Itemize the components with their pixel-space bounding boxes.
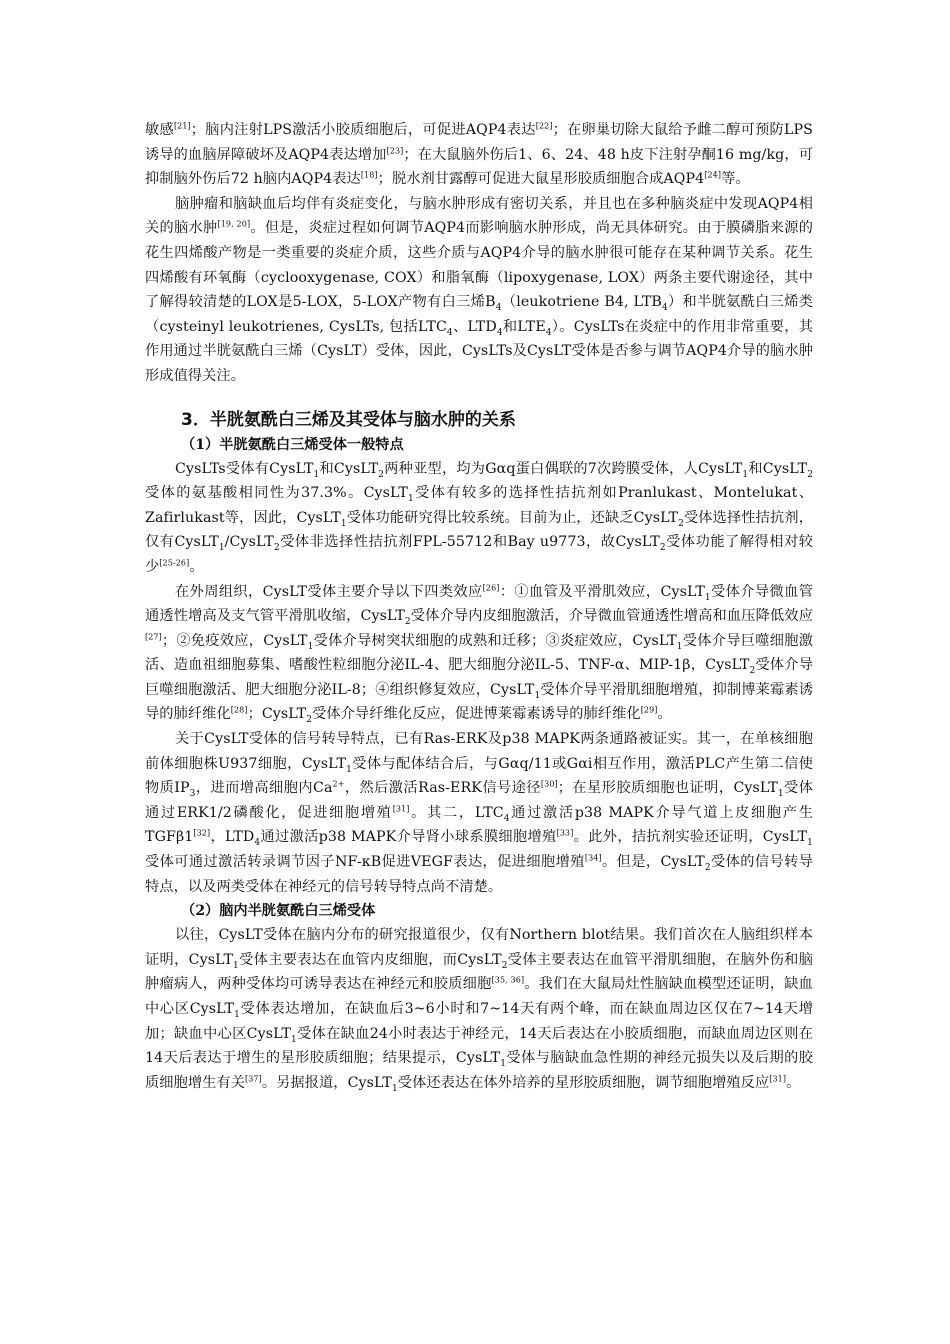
chemical-subscript: 1: [777, 789, 784, 800]
subsection-heading-2: （2）脑内半胱氨酰白三烯受体: [181, 903, 376, 920]
citation-superscript: [23]: [386, 145, 404, 155]
chemical-subscript: 2: [749, 666, 756, 677]
chemical-subscript: 1: [407, 493, 414, 504]
chemical-subscript: 1: [534, 690, 541, 701]
chemical-subscript: 2: [378, 469, 385, 480]
citation-superscript: [31]: [392, 804, 410, 814]
chemical-subscript: 3: [189, 789, 196, 800]
citation-superscript: [19, 20]: [217, 219, 251, 229]
chemical-subscript: 2: [306, 715, 313, 726]
citation-superscript: [24]: [704, 170, 722, 180]
document-page: [145, 118, 813, 1095]
chemical-subscript: 1: [234, 1009, 240, 1020]
paragraph-inflammation-edema: 脑肿瘤和脑缺血后均伴有炎症变化，与脑水肿形成有密切关系，并且也在多种脑炎症中发现AQP4相关的脑水肿[19, 20]。但是，炎症过程如何调节AQP4而影响脑水肿形成，尚无具体研究。由于膜磷脂来源的花生四烯酸产物是一类重要的炎症介质，这些介质与AQP4介导的脑水肿很可能存在某种调节关系。花生四烯酸有环氧酶（cyclooxygenase, COX）和脂氧酶（lipoxygenase, LOX）两条主要代谢途径，其中了解得较清楚的LOX是5-LOX，5-LOX产物有白三烯$B_4(leukotriene$ B4, $LTB_4$）和半胱氨酰白三烯类（cysteinyl leukotrienes, CysLTs, 包括$LTC_4$、$LTD_4$和$LTE_4$）。CysLTs在炎症中的作用非常重要，其作用通过半胱氨酰白三烯（CysLT）受体，因此，CysLTs及CysLT受体是否参与调节AQP4介导的脑水肿形成值得关注。: [145, 195, 813, 384]
citation-superscript: [18]: [360, 170, 378, 180]
chemical-subscript: 2: [807, 469, 814, 480]
citation-superscript: [30]: [540, 779, 558, 789]
citation-superscript: [32]: [193, 828, 211, 838]
citation-superscript: [22]: [535, 121, 553, 131]
chemical-subscript: 2: [273, 543, 280, 554]
citation-superscript: [28]: [230, 705, 248, 715]
chemical-subscript: 2: [704, 862, 711, 873]
citation-superscript: [33]: [556, 828, 574, 838]
chemical-subscript: 4: [496, 327, 503, 338]
chemical-subscript: 4: [545, 327, 552, 338]
subsection-heading-1: （1）半胱氨酰白三烯受体一般特点: [181, 436, 404, 453]
chemical-subscript: 1: [676, 641, 683, 652]
paragraph-receptor-subtypes: CysLTs受体有CysLT$_1$和CysLT$_2$两种亚型，均为Gαq蛋白偶联的7次跨膜受体，人CysLT$_1$和CysLT$_2$受体的氨基酸相同性为37.3%。CysLT$_1$受体有较多的选择性拮抗剂如Pranlukast、Montelukat、Zafirlukast等，因此，CysLT$_1$受体功能研究得比较系统。目前为止，还缺乏CysLT$_2$受体选择性拮抗剂，仅有CysLT$_1$/CysLT$_2$受体非选择性拮抗剂FPL-55712和Bay u9773，故CysLT$_2$受体功能了解得相对较少[25-26]。: [145, 460, 814, 575]
chemical-subscript: 1: [340, 518, 347, 529]
chemical-subscript: 1: [807, 838, 813, 849]
citation-superscript: [29]: [640, 705, 658, 715]
paragraph-peripheral-effects: 在外周组织，CysLT受体主要介导以下四类效应[26]：①血管及平滑肌效应，CysLT$_1$受体介导微血管通透性增高及支气管平滑肌收缩，CysLT$_2$受体介导内皮细胞激活，介导微血管通透性增高和血压降低效应[27]；②免疫效应，CysLT$_1$受体介导树突状细胞的成熟和迁移；③炎症效应，CysLT$_1$受体介导巨噬细胞激活、造血祖细胞募集、嗜酸性粒细胞分泌IL-4、肥大细胞分泌IL-5、TNF-α、MIP-1β，CysLT$_2$受体介导巨噬细胞激活、肥大细胞分泌IL-8；④组织修复效应，CysLT$_1$受体介导平滑肌细胞增殖，抑制博莱霉素诱导的肺纤维化[28]；CysLT$_2$受体介导纤维化反应，促进博莱霉素诱导的肺纤维化[29]。: [145, 582, 814, 726]
citation-superscript: [31]: [769, 1074, 787, 1084]
citation-superscript: [37]: [245, 1074, 262, 1084]
chemical-subscript: 1: [307, 641, 314, 652]
chemical-subscript: 2: [659, 543, 666, 554]
citation-superscript: [21]: [173, 121, 191, 131]
chemical-subscript: 1: [233, 960, 239, 971]
chemical-subscript: 2: [404, 616, 411, 627]
section-heading: 3．半胱氨酰白三烯及其受体与脑水肿的关系: [181, 409, 516, 430]
chemical-subscript: 1: [391, 1083, 398, 1094]
chemical-subscript: 4: [661, 302, 668, 313]
paragraph-signal-transduction: 关于CysLT受体的信号转导特点，已有Ras-ERK及p38 MAPK两条通路被证实。其一，在单核细胞前体细胞株U937细胞，CysLT$_1$受体与配体结合后，与Gαq/11或Gαi相互作用，激活PLC产生第二信使物质$IP_3$，进而增高细胞内$Ca^{2+}$，然后激活Ras-ERK信号途径[30]；在星形胶质细胞也证明，CysLT$_1$受体通过ERK1/2磷酸化，促进细胞增殖[31]。其二，$LTC_4$通过激活p38 MAPK介导气道上皮细胞产生TGFβ1[32]，$LTD_4$通过激活p38 MAPK介导肾小球系膜细胞增殖[33]。此外，拮抗剂实验还证明，CysLT$_1$受体可通过激活转录调节因子NF-κB促进VEGF表达，促进细胞增殖[34]。但是，CysLT$_2$受体的信号转导特点，以及两类受体在神经元的信号转导特点尚不清楚。: [145, 731, 814, 895]
citation-superscript: [25-26]: [159, 558, 190, 568]
paragraph-brain-receptors: 以往，CysLT受体在脑内分布的研究报道很少，仅有Northern blot结果。我们首次在人脑组织样本证明，CysLT$_1$受体主要表达在血管内皮细胞，而CysLT$_2$受体主要表达在血管平滑肌细胞，在脑外伤和脑肿瘤病人，两种受体均可诱导表达在神经元和胶质细胞[35, 36]。我们在大鼠局灶性脑缺血模型还证明，缺血中心区CysLT$_1$受体表达增加，在缺血后3~6小时和7~14天有两个峰，而在缺血周边区仅在7~14天增加；缺血中心区CysLT$_1$受体在缺血24小时表达于神经元，14天后表达在小胶质细胞，而缺血周边区则在14天后表达于增生的星形胶质细胞；结果提示，CysLT$_1$受体与脑缺血急性期的神经元损失以及后期的胶质细胞增生有关[37]。另据报道，CysLT$_1$受体还表达在体外培养的星形胶质细胞，调节细胞增殖反应[31]。: [145, 927, 814, 1094]
paragraph-aqp4-regulation: 敏感[21]；脑内注射LPS激活小胶质细胞后，可促进AQP4表达[22]；在卵巢切除大鼠给予雌二醇可预防LPS诱导的血脑屏障破坏及AQP4表达增加[23]；在大鼠脑外伤后1、6、24、48 h皮下注射孕酮16 mg/kg，可抑制脑外伤后72 h脑内AQP4表达[18]；脱水剂甘露醇可促进大鼠星形胶质细胞合成AQP4[24]等。: [145, 121, 813, 188]
chemical-subscript: 1: [313, 469, 320, 480]
citation-superscript: 2+: [332, 779, 345, 789]
chemical-subscript: 4: [446, 327, 453, 338]
chemical-subscript: 1: [346, 764, 352, 775]
chemical-subscript: 4: [254, 838, 261, 849]
citation-superscript: [27]: [145, 631, 162, 641]
chemical-subscript: 1: [704, 592, 711, 603]
chemical-subscript: 1: [742, 469, 749, 480]
citation-superscript: [34]: [584, 853, 602, 863]
chemical-subscript: 4: [503, 813, 510, 824]
chemical-subscript: 1: [218, 543, 225, 554]
chemical-subscript: 2: [501, 960, 508, 971]
chemical-subscript: 1: [500, 1059, 507, 1070]
chemical-subscript: 4: [495, 302, 502, 313]
chemical-subscript: 2: [678, 518, 684, 529]
chemical-subscript: 1: [291, 1034, 297, 1045]
citation-superscript: [26]: [482, 582, 500, 592]
citation-superscript: [35, 36]: [491, 975, 525, 985]
